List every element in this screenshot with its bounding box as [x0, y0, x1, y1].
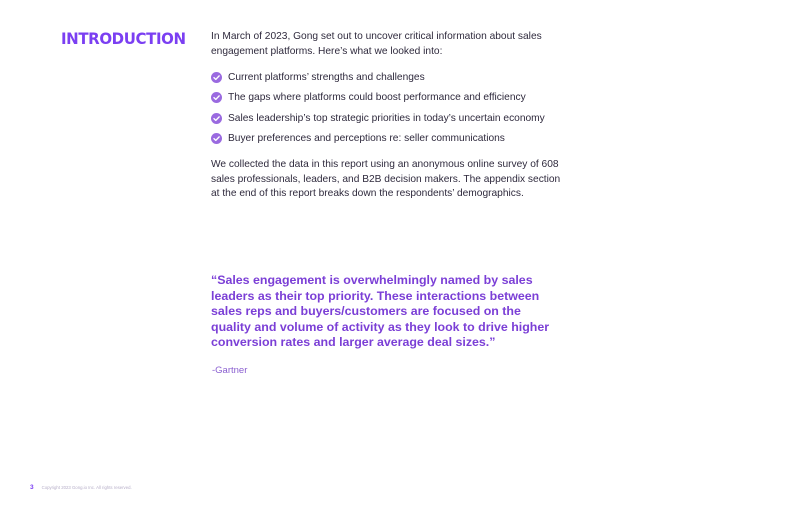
- check-circle-icon: [211, 92, 222, 103]
- intro-paragraph: In March of 2023, Gong set out to uncover critical information about sales engagement platforms. Here’s what we looked into:: [211, 31, 542, 57]
- research-topics-list: [211, 67, 561, 149]
- list-item: [211, 88, 561, 109]
- section-title: INTRODUCTION: [61, 29, 186, 49]
- list-item-text: The gaps where platforms could boost performance and efficiency: [228, 92, 526, 104]
- methodology-paragraph: We collected the data in this report using an anonymous online survey of 608 sales professionals, leaders, and B2B decision makers. The appendix section at the end of this report breaks down the respondents’ demographics.: [211, 159, 561, 199]
- check-circle-icon: [211, 133, 222, 144]
- list-item-text: Buyer preferences and perceptions re: seller communications: [228, 133, 505, 145]
- pull-quote: “Sales engagement is overwhelmingly named by sales leaders as their top priority. These interactions between sales reps and buyers/customers are focused on the quality and volume of activity as they look to drive higher conversion rates and larger average deal sizes.”: [211, 273, 550, 350]
- check-circle-icon: [211, 72, 222, 83]
- check-circle-icon: [211, 113, 222, 124]
- page-number: 3: [30, 484, 34, 491]
- copyright-text: Copyright 2023 Gong.io Inc. All rights reserved.: [41, 485, 132, 490]
- list-item: [211, 67, 561, 88]
- list-item: [211, 129, 561, 150]
- list-item-text: Current platforms’ strengths and challenges: [228, 71, 425, 83]
- quote-attribution: -Gartner: [212, 365, 248, 376]
- intro-content: [211, 29, 561, 202]
- list-item-text: Sales leadership’s top strategic priorities in today’s uncertain economy: [228, 112, 545, 124]
- page-footer: [30, 484, 132, 491]
- list-item: [211, 108, 561, 129]
